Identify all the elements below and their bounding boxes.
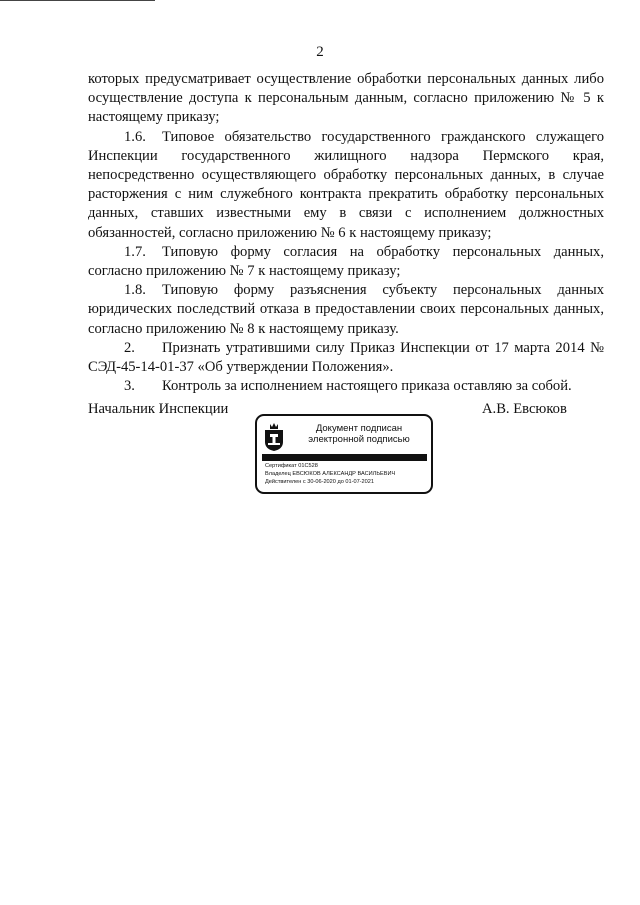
paragraph-1-8 xyxy=(88,281,604,339)
stamp-title-line-2: электронной подписью xyxy=(308,434,410,445)
document-body xyxy=(88,70,604,396)
paragraph-text: Признать утратившими силу Приказ Инспекции от 17 марта 2014 № СЭД-45-14-01-37 «Об утверждении Положения». xyxy=(88,339,604,376)
stamp-divider-bar xyxy=(262,454,427,461)
paragraph-text: Типовое обязательство государственного гражданского служащего Инспекции государственного жилищного надзора Пермского края, непосредственно осуществляющего обработку персональных данных, в случае расторжения с ним служебного контракта прекратить обработку персональных данных, ставших известными ему в связи с исполнением должностных обязанностей, согласно приложению № 6 к настоящему приказу; xyxy=(88,128,604,241)
paragraph-number: 1.7. xyxy=(124,243,146,260)
stamp-validity: Действителен с 30-06-2020 до 01-07-2021 xyxy=(265,479,374,485)
signatory-position: Начальник Инспекции xyxy=(88,401,229,417)
paragraph-number: 2. xyxy=(124,339,135,356)
paragraph-1-7 xyxy=(88,243,604,281)
signatory-name: А.В. Евсюков xyxy=(482,401,567,417)
stamp-certificate: Сертификат 01C528 xyxy=(265,463,318,469)
stamp-owner: Владелец ЕВСЮКОВ АЛЕКСАНДР ВАСИЛЬЕВИЧ xyxy=(265,471,396,477)
paragraph-text: которых предусматривает осуществление обработки персональных данных либо осуществление доступа к персональным данным, согласно приложению № 5 к настоящему приказу; xyxy=(88,71,604,126)
paragraph-text: Контроль за исполнением настоящего приказа оставляю за собой. xyxy=(162,378,572,395)
page-number: 2 xyxy=(316,44,324,60)
paragraph-text: Типовую форму разъяснения субъекту персональных данных юридических последствий отказа в предоставлении своих персональных данных, согласно приложению № 8 к настоящему приказу. xyxy=(88,282,604,337)
electronic-signature-stamp xyxy=(255,414,433,494)
scan-edge-line xyxy=(0,0,155,1)
paragraph-number: 1.6. xyxy=(124,128,146,145)
paragraph-continuation xyxy=(88,70,604,128)
paragraph-number: 3. xyxy=(124,378,135,395)
paragraph-2 xyxy=(88,339,604,377)
coat-of-arms-icon xyxy=(263,422,285,452)
paragraph-text: Типовую форму согласия на обработку персональных данных, согласно приложению № 7 к настоящему приказу; xyxy=(88,243,604,280)
paragraph-number: 1.8. xyxy=(124,282,146,299)
paragraph-1-6 xyxy=(88,128,604,243)
paragraph-3 xyxy=(88,377,604,396)
stamp-title-line-1: Документ подписан xyxy=(315,423,403,434)
